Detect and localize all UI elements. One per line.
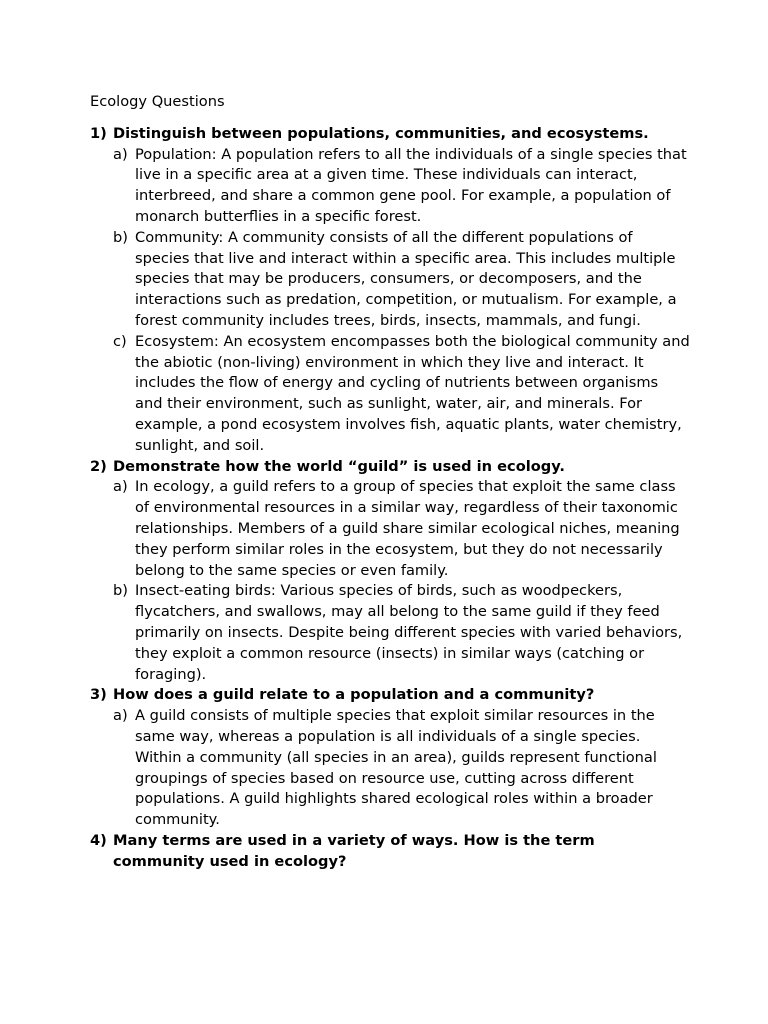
answer-letter: b) (113, 228, 128, 246)
question-4 (90, 831, 690, 873)
answer-item (90, 145, 690, 228)
question-2-answers (90, 477, 690, 685)
answer-letter: a) (113, 707, 128, 725)
answer-text: Population: A population refers to all the individuals of a single species that live in a specific area at a given time. These individuals can interact, interbreed, and share a common gene pool. For example, a population of monarch butterflies in a specific forest. (135, 145, 687, 225)
question-number: 1) (90, 124, 107, 142)
answer-letter: b) (113, 582, 128, 600)
question-text: How does a guild relate to a population and a community? (113, 686, 595, 704)
answer-letter: a) (113, 478, 128, 496)
answer-text: In ecology, a guild refers to a group of species that exploit the same class of environmental resources in a similar way, regardless of their taxonomic relationships. Members of a guild share similar ecological niches, meaning they perform similar roles in the ecosystem, but they do not necessarily belong to the same species or even family. (135, 478, 680, 579)
question-text: Many terms are used in a variety of ways. How is the term community used in ecology? (113, 831, 595, 870)
question-2 (90, 457, 690, 478)
document-title: Ecology Questions (90, 93, 225, 110)
question-number: 3) (90, 686, 107, 704)
question-number: 4) (90, 831, 107, 849)
question-3 (90, 685, 690, 706)
answer-letter: a) (113, 145, 128, 163)
question-text: Distinguish between populations, communities, and ecosystems. (113, 124, 649, 142)
answer-item (90, 332, 690, 457)
answer-letter: c) (113, 332, 127, 350)
question-number: 2) (90, 457, 107, 475)
answer-text: A guild consists of multiple species that exploit similar resources in the same way, whereas a population is all individuals of a single species. Within a community (all species in an area), guilds represent functional groupings of species based on resource use, cutting across different populations. A guild highlights shared ecological roles within a broader community. (135, 707, 657, 829)
document-page (90, 92, 690, 872)
answer-text: Ecosystem: An ecosystem encompasses both the biological community and the abiotic (non-living) environment in which they live and interact. It includes the flow of energy and cycling of nutrients between organisms and their environment, such as sunlight, water, air, and minerals. For example, a pond ecosystem involves fish, aquatic plants, water chemistry, sunlight, and soil. (135, 332, 690, 454)
answer-text: Insect-eating birds: Various species of birds, such as woodpeckers, flycatchers, and swallows, may all belong to the same guild if they feed primarily on insects. Despite being different species with varied behaviors, they exploit a common resource (insects) in similar ways (catching or foraging). (135, 582, 683, 683)
answer-item (90, 581, 690, 685)
question-text: Demonstrate how the world “guild” is used in ecology. (113, 457, 565, 475)
answer-text: Community: A community consists of all the different populations of species that live and interact within a specific area. This includes multiple species that may be producers, consumers, or decomposers, and the interactions such as predation, competition, or mutualism. For example, a forest community includes trees, birds, insects, mammals, and fungi. (135, 228, 677, 329)
answer-item (90, 477, 690, 581)
question-3-answers (90, 706, 690, 831)
answer-item (90, 706, 690, 831)
question-1-answers (90, 145, 690, 457)
question-1 (90, 124, 690, 145)
answer-item (90, 228, 690, 332)
